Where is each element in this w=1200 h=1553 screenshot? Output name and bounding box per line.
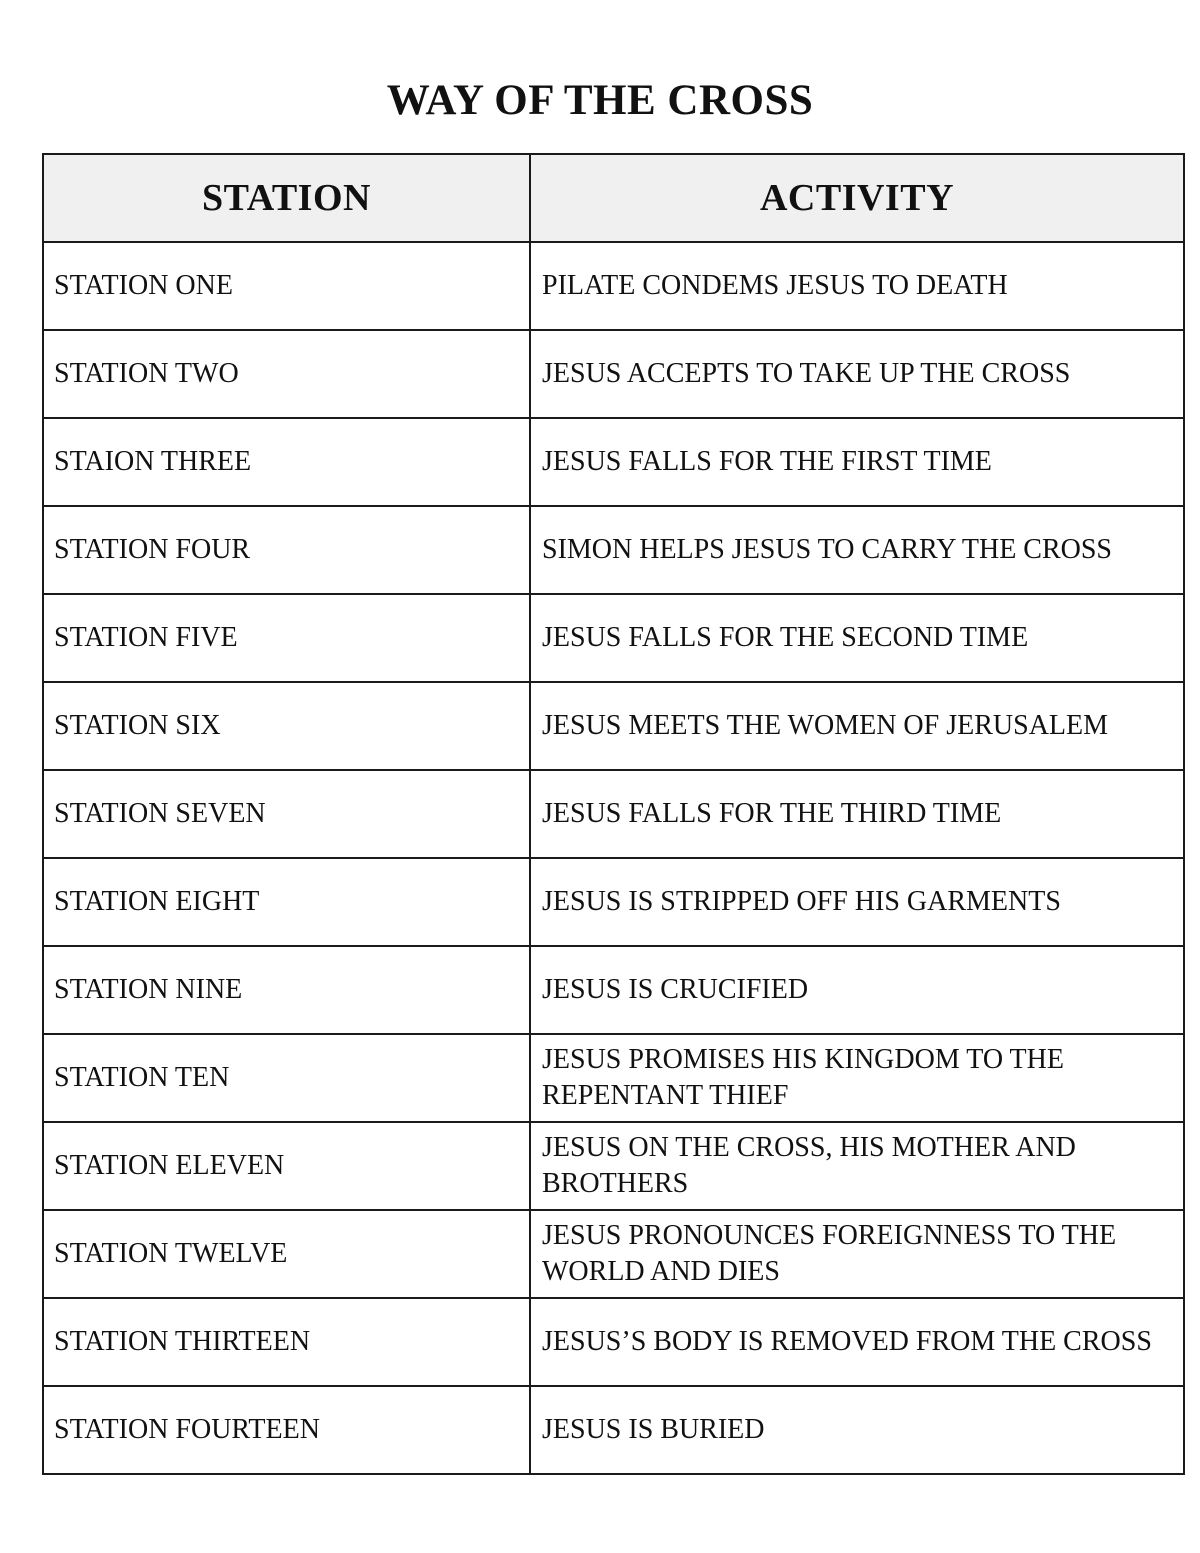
activity-cell: JESUS’S BODY IS REMOVED FROM THE CROSS	[530, 1298, 1184, 1386]
station-cell: STATION THIRTEEN	[43, 1298, 530, 1386]
station-cell: STATION FIVE	[43, 594, 530, 682]
station-cell: STATION FOURTEEN	[43, 1386, 530, 1474]
activity-cell: JESUS FALLS FOR THE FIRST TIME	[530, 418, 1184, 506]
activity-cell: JESUS IS STRIPPED OFF HIS GARMENTS	[530, 858, 1184, 946]
table-row	[43, 946, 1184, 1034]
station-cell: STATION ONE	[43, 242, 530, 330]
header-activity: ACTIVITY	[530, 154, 1184, 242]
table-row	[43, 330, 1184, 418]
activity-cell: JESUS IS CRUCIFIED	[530, 946, 1184, 1034]
table-row	[43, 1122, 1184, 1210]
activity-cell: JESUS MEETS THE WOMEN OF JERUSALEM	[530, 682, 1184, 770]
activity-cell: JESUS IS BURIED	[530, 1386, 1184, 1474]
station-cell: STATION NINE	[43, 946, 530, 1034]
stations-table	[42, 153, 1185, 1475]
table-row	[43, 594, 1184, 682]
page-title: WAY OF THE CROSS	[386, 77, 814, 124]
table-header-row	[43, 154, 1184, 242]
station-cell: STATION ELEVEN	[43, 1122, 530, 1210]
table-row	[43, 242, 1184, 330]
table-row	[43, 1034, 1184, 1122]
station-cell: STATION TWELVE	[43, 1210, 530, 1298]
station-cell: STATION TEN	[43, 1034, 530, 1122]
station-cell: STAION THREE	[43, 418, 530, 506]
table-row	[43, 506, 1184, 594]
activity-cell: JESUS ON THE CROSS, HIS MOTHER AND BROTHERS	[530, 1122, 1184, 1210]
activity-cell: PILATE CONDEMS JESUS TO DEATH	[530, 242, 1184, 330]
station-cell: STATION FOUR	[43, 506, 530, 594]
station-cell: STATION EIGHT	[43, 858, 530, 946]
activity-cell: JESUS PRONOUNCES FOREIGNNESS TO THE WORLD AND DIES	[530, 1210, 1184, 1298]
table-row	[43, 1386, 1184, 1474]
station-cell: STATION TWO	[43, 330, 530, 418]
station-cell: STATION SIX	[43, 682, 530, 770]
table-row	[43, 858, 1184, 946]
activity-cell: JESUS PROMISES HIS KINGDOM TO THE REPENTANT THIEF	[530, 1034, 1184, 1122]
activity-cell: JESUS ACCEPTS TO TAKE UP THE CROSS	[530, 330, 1184, 418]
table-row	[43, 1210, 1184, 1298]
table-row	[43, 418, 1184, 506]
activity-cell: JESUS FALLS FOR THE SECOND TIME	[530, 594, 1184, 682]
activity-cell: JESUS FALLS FOR THE THIRD TIME	[530, 770, 1184, 858]
table-row	[43, 682, 1184, 770]
activity-cell: SIMON HELPS JESUS TO CARRY THE CROSS	[530, 506, 1184, 594]
table-row	[43, 770, 1184, 858]
station-cell: STATION SEVEN	[43, 770, 530, 858]
header-station: STATION	[43, 154, 530, 242]
table-row	[43, 1298, 1184, 1386]
